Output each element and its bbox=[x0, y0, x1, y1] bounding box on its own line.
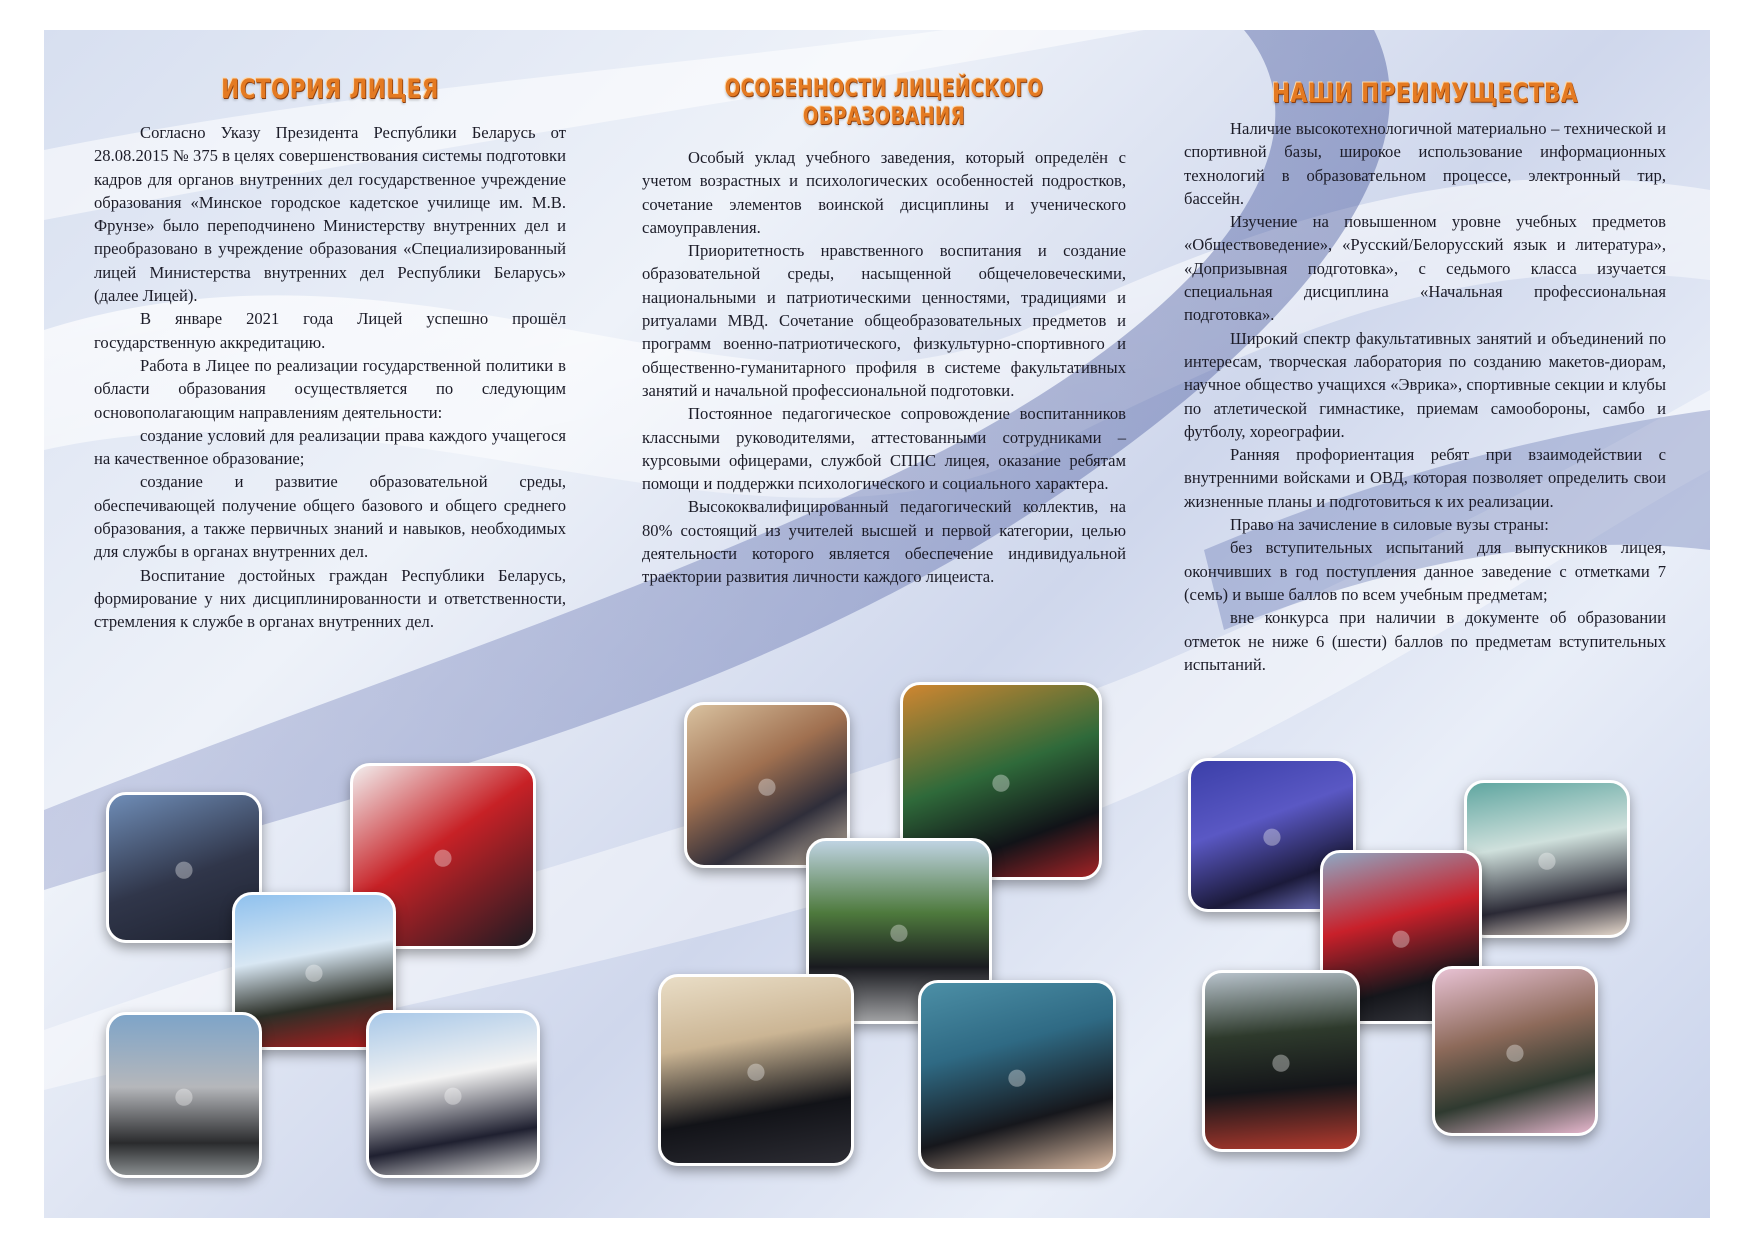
column-advantages bbox=[1184, 68, 1666, 676]
paragraph: Постоянное педагогическое сопровождение воспитанников классными руководителями, аттестованными сотрудниками – курсовыми офицерами, службой СППС лицея, оказание ребятам помощи и поддержки психологического и социального характера. bbox=[642, 404, 1126, 494]
photo-icon: ● bbox=[1502, 1028, 1528, 1074]
heading-history: ИСТОРИЯ ЛИЦЕЯ bbox=[221, 74, 439, 105]
photo-icon: ● bbox=[988, 758, 1014, 804]
paragraph: Особый уклад учебного заведения, который определён с учетом возрастных и психологических особенностей подростков, сочетание элементов воинской дисциплины и ученического самоуправления. bbox=[642, 148, 1126, 237]
photo-march-white bbox=[366, 1010, 540, 1178]
photo-icon: ● bbox=[743, 1047, 769, 1093]
photo-icon: ● bbox=[886, 908, 912, 954]
photo-choir bbox=[1464, 780, 1630, 938]
column-history bbox=[94, 68, 566, 634]
photo-icon: ● bbox=[1534, 836, 1560, 882]
photo-icon: ● bbox=[1259, 812, 1285, 858]
photo-icon: ● bbox=[1268, 1038, 1294, 1084]
paragraph: Широкий спектр факультативных занятий и объединений по интересам, творческая лаборатория по созданию макетов-диорам, научное общество учащихся «Эврика», спортивные секции и клубы по атлетической гимнастике, приемам самообороны, самбо и футболу, хореографии. bbox=[1184, 328, 1666, 441]
photo-guitar-performance bbox=[1432, 966, 1598, 1136]
paragraph: В январе 2021 года Лицей успешно прошёл государственную аккредитацию. bbox=[94, 309, 566, 352]
paragraph: Наличие высокотехнологичной материально – технической и спортивной базы, широкое использование информационных технологий в образовательном процессе, электронный тир, бассейн. bbox=[1184, 119, 1666, 208]
column-features bbox=[642, 68, 1126, 589]
paragraph: Право на зачисление в силовые вузы страны: bbox=[1230, 515, 1549, 535]
photo-thumbs-up bbox=[918, 980, 1116, 1172]
paragraph: Воспитание достойных граждан Республики Беларусь, формирование у них дисциплинированности и ответственности, стремления к службе в органах внутренних дел. bbox=[94, 565, 566, 632]
brochure-spread bbox=[44, 30, 1710, 1218]
photo-parade-square bbox=[106, 1012, 262, 1178]
heading-features: ОСОБЕННОСТИ ЛИЦЕЙСКОГО ОБРАЗОВАНИЯ bbox=[724, 74, 1044, 130]
photo-icon: ● bbox=[754, 762, 780, 808]
photo-parade-ranks bbox=[1202, 970, 1360, 1152]
paragraph: создание и развитие образовательной среды, обеспечивающей получение общего базового и общего среднего образования, а также первичных знаний и навыков, необходимых для службы в органах внутренних дел. bbox=[94, 472, 566, 562]
photo-group-banner bbox=[658, 974, 854, 1166]
photo-icon: ● bbox=[171, 1072, 197, 1118]
paragraph: Высококвалифицированный педагогический коллектив, на 80% состоящий из учителей высшей и первой категории, целью деятельности которого является обеспечение индивидуальной траектории развития личности каждого лицеиста. bbox=[642, 497, 1126, 587]
photo-icon: ● bbox=[1004, 1053, 1030, 1099]
paragraph: Ранняя профориентация ребят при взаимодействии с внутренними войсками и ОВД, которая позволяет определить свои жизненные планы и подготовиться к их реализации. bbox=[1184, 445, 1666, 511]
photo-icon: ● bbox=[440, 1071, 466, 1117]
paragraph: Согласно Указу Президента Республики Беларусь от 28.08.2015 № 375 в целях совершенствования системы подготовки кадров для органов внутренних дел государственное учреждение образования «Минское городское кадетское училище им. М.В. Фрунзе» было переподчинено Министерству внутренних дел и преобразовано в учреждение образования «Специализированный лицей Министерства внутренних дел Республики Беларусь» (далее Лицей). bbox=[94, 123, 566, 306]
paragraph: создание условий для реализации права каждого учащегося на качественное образование; bbox=[94, 425, 566, 469]
paragraph: без вступительных испытаний для выпускников лицея, окончивших в год поступления данное заведение с отметками 7 (семь) и выше баллов по всем учебным предметам; bbox=[1184, 538, 1666, 604]
photo-icon: ● bbox=[1388, 914, 1414, 960]
heading-advantages: НАШИ ПРЕИМУЩЕСТВА bbox=[1272, 78, 1578, 109]
paragraph: Работа в Лицее по реализации государственной политики в области образования осуществляется по следующим основополагающим направлениям деятельности: bbox=[94, 355, 566, 422]
paragraph: вне конкурса при наличии в документе об образовании отметок не ниже 6 (шести) баллов по предметам вступительных испытаний. bbox=[1184, 608, 1666, 674]
paragraph: Изучение на повышенном уровне учебных предметов «Обществоведение», «Русский/Белорусский язык и литература», «Допризывная подготовка», с седьмого класса изучается специальная дисциплина «Начальная профессиональная подготовка». bbox=[1184, 212, 1666, 325]
photo-icon: ● bbox=[171, 845, 197, 890]
photo-icon: ● bbox=[430, 833, 456, 879]
photo-icon: ● bbox=[301, 948, 327, 994]
paragraph: Приоритетность нравственного воспитания и создание образовательной среды, насыщенной общечеловеческими, национальными и патриотическими ценностями, традициями и ритуалами МВД. Сочетание общеобразовательных предметов и программ военно-патриотического, физкультурно-спортивного и общественно-гуманитарного профиля в системе факультативных занятий и начальной профессиональной подготовки. bbox=[642, 241, 1126, 400]
